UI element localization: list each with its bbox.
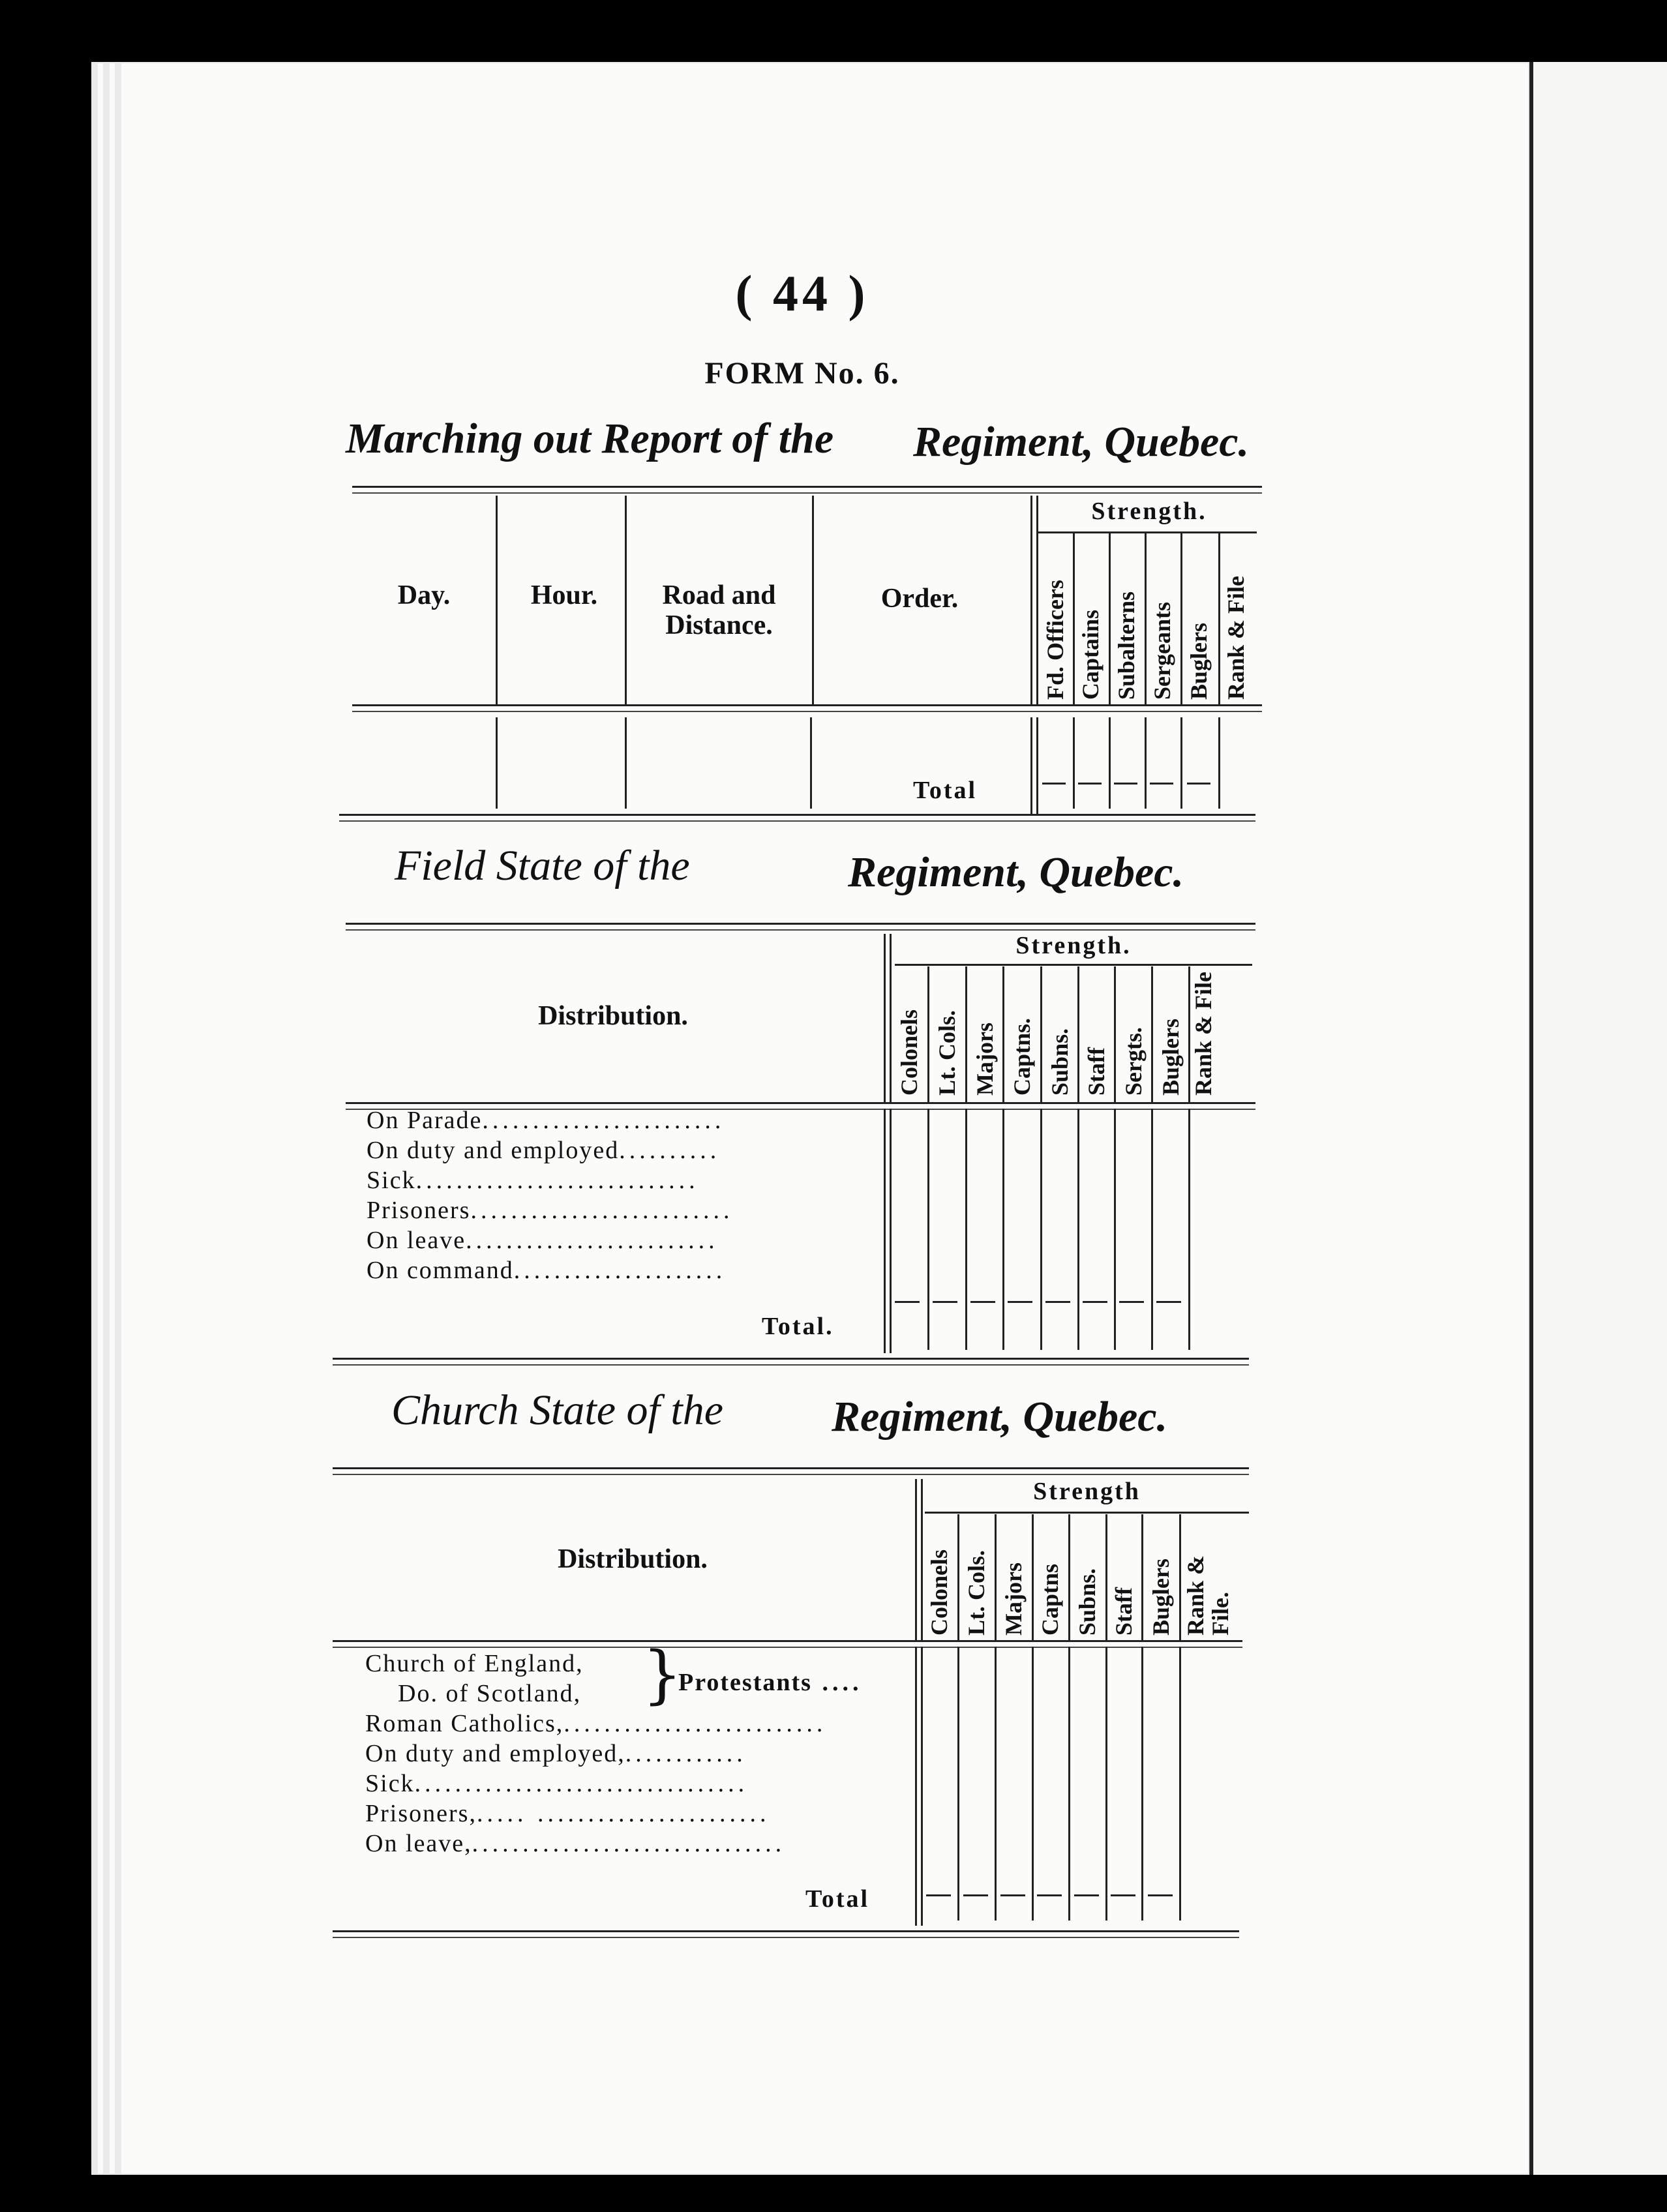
marching-strength-col: Buglers bbox=[1186, 622, 1212, 700]
field-row-label: On Parade bbox=[367, 1107, 483, 1134]
marching-strength-col: Captains bbox=[1077, 609, 1104, 700]
field-row-label: On command bbox=[367, 1257, 514, 1284]
marching-strength-col: Subalterns bbox=[1113, 591, 1139, 700]
field-total-label: Total. bbox=[762, 1313, 834, 1340]
field-row-label: Sick bbox=[367, 1167, 416, 1194]
form-title: FORM No. 6. bbox=[704, 356, 900, 391]
field-strength-col: Rank & File bbox=[1190, 971, 1216, 1096]
church-total-label: Total bbox=[805, 1885, 870, 1913]
church-strength-col: Subns. bbox=[1074, 1568, 1100, 1636]
church-title-left: Church State of the bbox=[391, 1386, 723, 1434]
church-strength-col: Majors bbox=[1000, 1562, 1027, 1636]
church-row-label: On leave, bbox=[365, 1830, 472, 1857]
field-strength-col: Sergts. bbox=[1120, 1027, 1147, 1096]
field-distribution-label: Distribution. bbox=[538, 1001, 688, 1031]
church-row-label: Sick bbox=[365, 1770, 415, 1797]
church-strength-col: Lt. Cols. bbox=[963, 1549, 989, 1636]
marching-strength-col: Rank & File bbox=[1223, 575, 1249, 700]
field-title-right: Regiment, Quebec. bbox=[848, 848, 1184, 896]
church-row-label: Church of England, bbox=[365, 1650, 584, 1677]
field-strength-col: Subns. bbox=[1047, 1028, 1073, 1096]
marching-strength-col: Sergeants bbox=[1149, 602, 1175, 700]
field-strength-label: Strength. bbox=[1015, 932, 1132, 959]
church-strength-col: Rank & File. bbox=[1182, 1555, 1233, 1636]
marching-total-label: Total bbox=[913, 777, 978, 804]
church-row-label: Do. of Scotland, bbox=[398, 1680, 582, 1707]
field-strength-col: Staff bbox=[1083, 1047, 1109, 1096]
col-order: Order. bbox=[880, 584, 959, 614]
church-row-label: On duty and employed, bbox=[365, 1740, 625, 1767]
facing-page bbox=[1529, 62, 1667, 2175]
church-strength-col: Captns bbox=[1037, 1563, 1063, 1636]
church-title-right: Regiment, Quebec. bbox=[832, 1393, 1168, 1441]
col-day: Day. bbox=[397, 580, 451, 610]
protestants-label: Protestants bbox=[678, 1669, 812, 1696]
col-hour: Hour. bbox=[530, 580, 598, 610]
field-strength-col: Majors bbox=[972, 1023, 998, 1096]
field-strength-col: Buglers bbox=[1158, 1018, 1184, 1096]
church-row-label: Roman Catholics, bbox=[365, 1710, 564, 1737]
marching-title-left: Marching out Report of the bbox=[346, 415, 834, 462]
field-strength-col: Colonels bbox=[896, 1009, 922, 1096]
brace: } bbox=[642, 1638, 683, 1711]
church-strength-col: Staff bbox=[1111, 1587, 1137, 1636]
field-row-label: On duty and employed bbox=[367, 1137, 620, 1164]
church-strength-label: Strength bbox=[1033, 1478, 1141, 1505]
col-road-distance: Road and Distance. bbox=[662, 580, 776, 640]
marching-strength-col: Fd. Officers bbox=[1042, 580, 1068, 700]
field-strength-col: Lt. Cols. bbox=[934, 1009, 960, 1096]
church-row-label: Prisoners, bbox=[365, 1800, 477, 1827]
field-row-label: Prisoners bbox=[367, 1197, 471, 1224]
church-strength-col: Colonels bbox=[926, 1549, 952, 1636]
field-title-left: Field State of the bbox=[395, 842, 690, 889]
marching-title-right: Regiment, Quebec. bbox=[913, 418, 1250, 466]
page-number: ( 44 ) bbox=[735, 265, 869, 321]
field-strength-col: Captns. bbox=[1009, 1017, 1035, 1096]
church-strength-col: Buglers bbox=[1148, 1558, 1174, 1636]
marching-strength-label: Strength. bbox=[1091, 498, 1207, 525]
church-distribution-label: Distribution. bbox=[558, 1544, 708, 1574]
field-row-label: On leave bbox=[367, 1227, 466, 1254]
